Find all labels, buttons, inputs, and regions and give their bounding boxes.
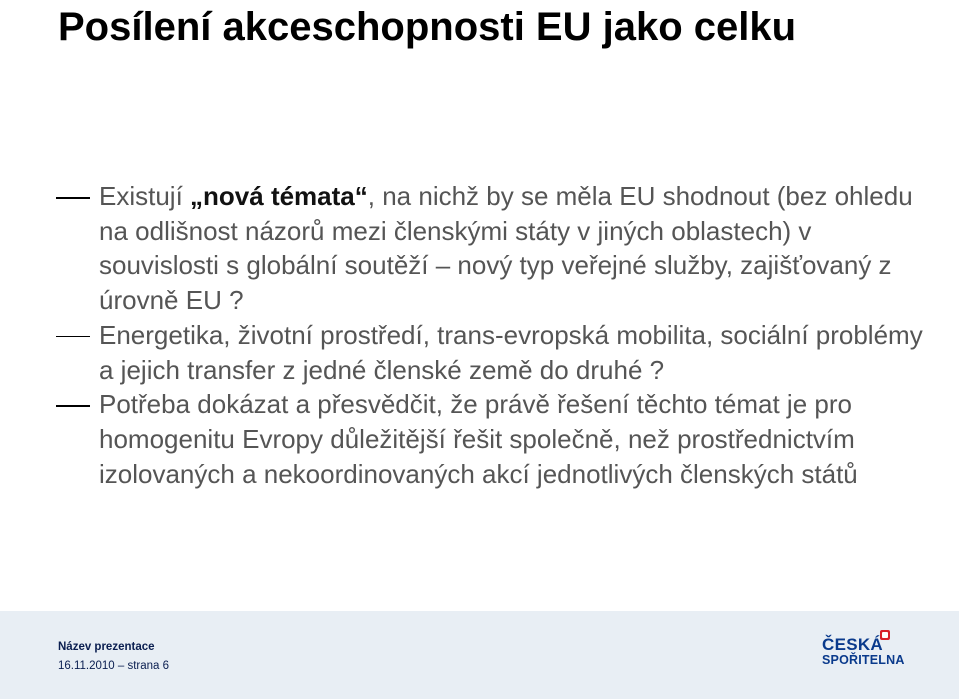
logo-text-line1: ČESKÁ <box>822 635 884 654</box>
slide-title: Posílení akceschopnosti EU jako celku <box>58 5 797 49</box>
presentation-name: Název prezentace <box>58 641 155 653</box>
bullet-text: Potřeba dokázat a přesvědčit, že právě řešení těchto témat je pro homogenitu Evropy důležitější řešit společně, než prostřednictvím izolovaných a nekoordinovaných akcí jednotlivých členských států <box>99 389 858 489</box>
bullet-text-before: Existují <box>99 181 191 211</box>
footer-bar <box>0 611 959 699</box>
bullet-text-bold: „nová témata“ <box>190 181 368 211</box>
bullet-text: Energetika, životní prostředí, trans-evropská mobilita, sociální problémy a jejich transfer z jedné členské země do druhé ? <box>99 319 923 385</box>
bullet-text-after: , na nichž by se měla EU shodnout (bez ohledu na odlišnost názorů mezi členskými státy v jiných oblastech) v souvislosti s globální soutěží – nový typ veřejné služby, zajišťovaný z úrovně EU ? <box>99 181 913 316</box>
ceska-sporitelna-logo <box>822 635 905 676</box>
bullet-item <box>56 179 936 318</box>
bullet-item <box>56 387 936 491</box>
bullet-item <box>56 318 936 387</box>
logo-text-line2: SPOŘITELNA <box>822 653 905 667</box>
date-page-number: 16.11.2010 – strana 6 <box>58 660 170 672</box>
bullet-list <box>56 179 936 491</box>
